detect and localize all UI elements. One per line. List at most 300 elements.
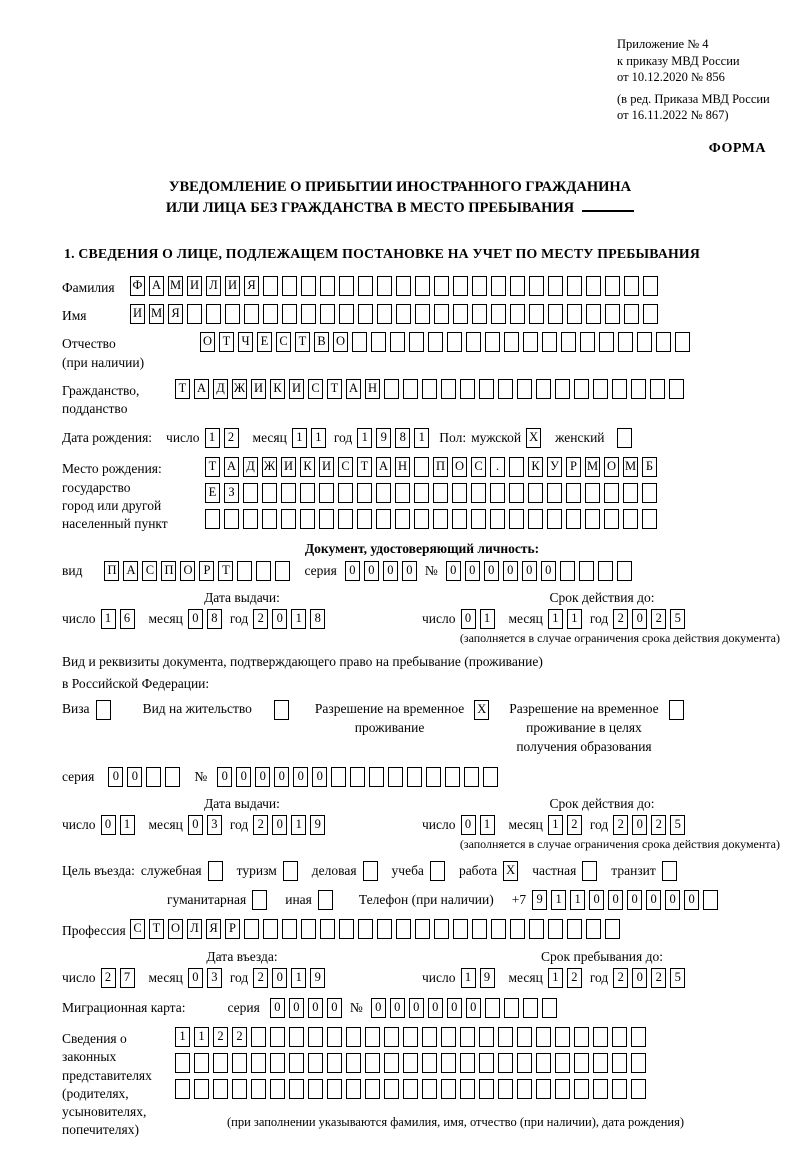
char-cell[interactable]	[433, 483, 448, 503]
char-cell[interactable]	[567, 304, 582, 324]
char-cell[interactable]	[289, 1027, 304, 1047]
char-cell[interactable]	[281, 509, 296, 529]
char-cell[interactable]	[517, 379, 532, 399]
char-cell[interactable]: 5	[670, 968, 685, 988]
char-cell[interactable]	[593, 379, 608, 399]
checkbox-cell[interactable]	[582, 861, 597, 881]
char-cell[interactable]	[414, 483, 429, 503]
char-cell[interactable]	[517, 1053, 532, 1073]
char-cell[interactable]: 8	[395, 428, 410, 448]
char-cell[interactable]	[460, 1027, 475, 1047]
char-cell[interactable]: 0	[188, 815, 203, 835]
char-cell[interactable]	[282, 276, 297, 296]
char-cell[interactable]	[618, 332, 633, 352]
char-cell[interactable]	[548, 276, 563, 296]
char-cell[interactable]: .	[490, 457, 505, 477]
char-cell[interactable]	[346, 1079, 361, 1099]
char-cell[interactable]	[509, 457, 524, 477]
checkbox-cell[interactable]	[208, 861, 223, 881]
char-cell[interactable]	[485, 332, 500, 352]
char-cell[interactable]	[509, 483, 524, 503]
char-cell[interactable]	[593, 1079, 608, 1099]
char-cell[interactable]: 2	[651, 609, 666, 629]
char-cell[interactable]	[472, 276, 487, 296]
char-cell[interactable]: 1	[570, 890, 585, 910]
char-cell[interactable]	[498, 1079, 513, 1099]
char-cell[interactable]	[407, 767, 422, 787]
char-cell[interactable]: Е	[205, 483, 220, 503]
char-cell[interactable]	[536, 379, 551, 399]
char-cell[interactable]	[376, 509, 391, 529]
char-cell[interactable]	[479, 379, 494, 399]
char-cell[interactable]	[574, 1079, 589, 1099]
char-cell[interactable]	[213, 1053, 228, 1073]
checkbox-cell[interactable]	[274, 700, 289, 720]
char-cell[interactable]	[574, 379, 589, 399]
char-cell[interactable]: 9	[532, 890, 547, 910]
char-cell[interactable]	[194, 1079, 209, 1099]
char-cell[interactable]	[471, 509, 486, 529]
checkbox-cell[interactable]: X	[503, 861, 518, 881]
char-cell[interactable]	[623, 483, 638, 503]
char-cell[interactable]	[585, 483, 600, 503]
char-cell[interactable]: 8	[207, 609, 222, 629]
char-cell[interactable]	[491, 276, 506, 296]
char-cell[interactable]: 0	[236, 767, 251, 787]
char-cell[interactable]	[232, 1053, 247, 1073]
char-cell[interactable]	[642, 483, 657, 503]
char-cell[interactable]: 0	[217, 767, 232, 787]
char-cell[interactable]	[327, 1053, 342, 1073]
char-cell[interactable]: 1	[205, 428, 220, 448]
char-cell[interactable]	[415, 276, 430, 296]
char-cell[interactable]: 2	[613, 609, 628, 629]
char-cell[interactable]: 2	[567, 815, 582, 835]
char-cell[interactable]: 0	[589, 890, 604, 910]
char-cell[interactable]	[441, 1053, 456, 1073]
char-cell[interactable]: М	[149, 304, 164, 324]
char-cell[interactable]: П	[104, 561, 119, 581]
char-cell[interactable]	[536, 1053, 551, 1073]
char-cell[interactable]	[631, 1079, 646, 1099]
char-cell[interactable]	[263, 304, 278, 324]
char-cell[interactable]	[523, 998, 538, 1018]
char-cell[interactable]: А	[224, 457, 239, 477]
char-cell[interactable]	[561, 332, 576, 352]
char-cell[interactable]: З	[224, 483, 239, 503]
char-cell[interactable]	[504, 332, 519, 352]
char-cell[interactable]: 0	[503, 561, 518, 581]
char-cell[interactable]: П	[433, 457, 448, 477]
char-cell[interactable]	[403, 1079, 418, 1099]
char-cell[interactable]: Р	[225, 919, 240, 939]
char-cell[interactable]	[566, 509, 581, 529]
char-cell[interactable]	[244, 304, 259, 324]
char-cell[interactable]	[224, 509, 239, 529]
char-cell[interactable]: 8	[310, 609, 325, 629]
char-cell[interactable]	[479, 1027, 494, 1047]
char-cell[interactable]	[365, 1027, 380, 1047]
char-cell[interactable]: А	[149, 276, 164, 296]
char-cell[interactable]	[605, 304, 620, 324]
char-cell[interactable]	[504, 998, 519, 1018]
char-cell[interactable]	[574, 1027, 589, 1047]
char-cell[interactable]	[175, 1079, 190, 1099]
char-cell[interactable]	[445, 767, 460, 787]
char-cell[interactable]: В	[314, 332, 329, 352]
char-cell[interactable]	[262, 483, 277, 503]
char-cell[interactable]: 2	[213, 1027, 228, 1047]
char-cell[interactable]: С	[276, 332, 291, 352]
char-cell[interactable]: 0	[345, 561, 360, 581]
char-cell[interactable]: Я	[244, 276, 259, 296]
char-cell[interactable]: 0	[289, 998, 304, 1018]
char-cell[interactable]	[282, 304, 297, 324]
char-cell[interactable]: 2	[253, 968, 268, 988]
char-cell[interactable]	[206, 304, 221, 324]
char-cell[interactable]: 0	[364, 561, 379, 581]
checkbox-cell[interactable]	[662, 861, 677, 881]
char-cell[interactable]: Ж	[232, 379, 247, 399]
char-cell[interactable]: 2	[567, 968, 582, 988]
char-cell[interactable]: М	[623, 457, 638, 477]
char-cell[interactable]: Т	[327, 379, 342, 399]
char-cell[interactable]	[491, 919, 506, 939]
char-cell[interactable]: 0	[188, 968, 203, 988]
char-cell[interactable]	[232, 1079, 247, 1099]
char-cell[interactable]: 0	[428, 998, 443, 1018]
char-cell[interactable]	[384, 1079, 399, 1099]
char-cell[interactable]	[447, 332, 462, 352]
char-cell[interactable]	[251, 1079, 266, 1099]
char-cell[interactable]	[579, 561, 594, 581]
char-cell[interactable]	[415, 304, 430, 324]
char-cell[interactable]	[256, 561, 271, 581]
char-cell[interactable]: С	[130, 919, 145, 939]
char-cell[interactable]	[509, 509, 524, 529]
char-cell[interactable]	[460, 379, 475, 399]
char-cell[interactable]: Н	[365, 379, 380, 399]
char-cell[interactable]	[542, 332, 557, 352]
char-cell[interactable]	[580, 332, 595, 352]
char-cell[interactable]: И	[225, 276, 240, 296]
char-cell[interactable]	[301, 919, 316, 939]
char-cell[interactable]	[612, 1079, 627, 1099]
char-cell[interactable]: 2	[253, 815, 268, 835]
char-cell[interactable]: 0	[383, 561, 398, 581]
char-cell[interactable]	[165, 767, 180, 787]
char-cell[interactable]	[566, 483, 581, 503]
char-cell[interactable]	[376, 483, 391, 503]
char-cell[interactable]	[146, 767, 161, 787]
char-cell[interactable]	[270, 1027, 285, 1047]
char-cell[interactable]	[414, 509, 429, 529]
char-cell[interactable]	[498, 1053, 513, 1073]
char-cell[interactable]: И	[289, 379, 304, 399]
char-cell[interactable]: 1	[480, 815, 495, 835]
char-cell[interactable]: 1	[291, 609, 306, 629]
char-cell[interactable]	[586, 919, 601, 939]
char-cell[interactable]	[339, 276, 354, 296]
char-cell[interactable]	[346, 1053, 361, 1073]
char-cell[interactable]: 1	[461, 968, 476, 988]
char-cell[interactable]: С	[471, 457, 486, 477]
char-cell[interactable]: 1	[548, 968, 563, 988]
char-cell[interactable]: Т	[149, 919, 164, 939]
char-cell[interactable]: 2	[253, 609, 268, 629]
char-cell[interactable]	[555, 1027, 570, 1047]
char-cell[interactable]	[275, 561, 290, 581]
char-cell[interactable]: Д	[243, 457, 258, 477]
char-cell[interactable]	[327, 1027, 342, 1047]
char-cell[interactable]	[338, 509, 353, 529]
char-cell[interactable]: 0	[293, 767, 308, 787]
char-cell[interactable]: М	[585, 457, 600, 477]
char-cell[interactable]: 0	[465, 561, 480, 581]
char-cell[interactable]	[441, 1027, 456, 1047]
char-cell[interactable]	[415, 919, 430, 939]
char-cell[interactable]	[369, 767, 384, 787]
char-cell[interactable]	[453, 304, 468, 324]
char-cell[interactable]	[403, 1053, 418, 1073]
char-cell[interactable]: 2	[224, 428, 239, 448]
char-cell[interactable]: 0	[447, 998, 462, 1018]
char-cell[interactable]: 2	[232, 1027, 247, 1047]
checkbox-cell[interactable]	[252, 890, 267, 910]
char-cell[interactable]: 0	[272, 968, 287, 988]
char-cell[interactable]	[637, 332, 652, 352]
char-cell[interactable]: И	[319, 457, 334, 477]
char-cell[interactable]	[422, 1053, 437, 1073]
char-cell[interactable]	[409, 332, 424, 352]
char-cell[interactable]: 0	[108, 767, 123, 787]
char-cell[interactable]: 1	[548, 609, 563, 629]
char-cell[interactable]: Ж	[262, 457, 277, 477]
char-cell[interactable]	[703, 890, 718, 910]
char-cell[interactable]: Т	[295, 332, 310, 352]
char-cell[interactable]: 0	[632, 609, 647, 629]
checkbox-cell[interactable]	[96, 700, 111, 720]
checkbox-cell[interactable]	[283, 861, 298, 881]
char-cell[interactable]	[213, 1079, 228, 1099]
char-cell[interactable]	[237, 561, 252, 581]
char-cell[interactable]	[453, 276, 468, 296]
checkbox-cell[interactable]	[363, 861, 378, 881]
char-cell[interactable]: 9	[480, 968, 495, 988]
char-cell[interactable]: И	[281, 457, 296, 477]
char-cell[interactable]	[338, 483, 353, 503]
char-cell[interactable]: О	[180, 561, 195, 581]
char-cell[interactable]	[593, 1027, 608, 1047]
char-cell[interactable]	[396, 276, 411, 296]
char-cell[interactable]: 1	[548, 815, 563, 835]
char-cell[interactable]	[194, 1053, 209, 1073]
char-cell[interactable]: Я	[168, 304, 183, 324]
char-cell[interactable]	[605, 276, 620, 296]
char-cell[interactable]: А	[123, 561, 138, 581]
char-cell[interactable]	[567, 276, 582, 296]
char-cell[interactable]	[460, 1079, 475, 1099]
char-cell[interactable]	[441, 1079, 456, 1099]
char-cell[interactable]	[472, 304, 487, 324]
char-cell[interactable]	[510, 919, 525, 939]
char-cell[interactable]: Ч	[238, 332, 253, 352]
char-cell[interactable]	[555, 1079, 570, 1099]
char-cell[interactable]	[282, 919, 297, 939]
char-cell[interactable]	[300, 509, 315, 529]
char-cell[interactable]	[395, 483, 410, 503]
char-cell[interactable]: К	[528, 457, 543, 477]
char-cell[interactable]: 9	[376, 428, 391, 448]
char-cell[interactable]	[308, 1027, 323, 1047]
char-cell[interactable]: К	[300, 457, 315, 477]
char-cell[interactable]	[528, 483, 543, 503]
char-cell[interactable]: 1	[120, 815, 135, 835]
char-cell[interactable]	[612, 379, 627, 399]
char-cell[interactable]	[471, 483, 486, 503]
char-cell[interactable]: 0	[272, 815, 287, 835]
char-cell[interactable]	[555, 379, 570, 399]
char-cell[interactable]	[308, 1053, 323, 1073]
char-cell[interactable]: Т	[219, 332, 234, 352]
char-cell[interactable]	[643, 276, 658, 296]
char-cell[interactable]	[327, 1079, 342, 1099]
char-cell[interactable]: 5	[670, 815, 685, 835]
char-cell[interactable]	[434, 919, 449, 939]
char-cell[interactable]	[300, 483, 315, 503]
char-cell[interactable]: О	[200, 332, 215, 352]
char-cell[interactable]	[598, 561, 613, 581]
char-cell[interactable]	[422, 1079, 437, 1099]
char-cell[interactable]: 1	[480, 609, 495, 629]
char-cell[interactable]	[560, 561, 575, 581]
char-cell[interactable]	[357, 483, 372, 503]
checkbox-cell[interactable]: X	[474, 700, 489, 720]
char-cell[interactable]	[270, 1053, 285, 1073]
char-cell[interactable]	[536, 1027, 551, 1047]
char-cell[interactable]: Л	[206, 276, 221, 296]
checkbox-cell[interactable]	[617, 428, 632, 448]
char-cell[interactable]: 0	[127, 767, 142, 787]
char-cell[interactable]	[523, 332, 538, 352]
char-cell[interactable]: 0	[484, 561, 499, 581]
char-cell[interactable]	[396, 919, 411, 939]
char-cell[interactable]: 0	[371, 998, 386, 1018]
char-cell[interactable]	[422, 379, 437, 399]
char-cell[interactable]: 0	[665, 890, 680, 910]
char-cell[interactable]	[453, 919, 468, 939]
char-cell[interactable]	[498, 379, 513, 399]
char-cell[interactable]	[358, 919, 373, 939]
char-cell[interactable]: 0	[101, 815, 116, 835]
char-cell[interactable]: 0	[522, 561, 537, 581]
char-cell[interactable]	[642, 509, 657, 529]
char-cell[interactable]: 0	[327, 998, 342, 1018]
char-cell[interactable]: О	[168, 919, 183, 939]
char-cell[interactable]: 1	[194, 1027, 209, 1047]
char-cell[interactable]	[320, 276, 335, 296]
char-cell[interactable]: У	[547, 457, 562, 477]
char-cell[interactable]	[301, 276, 316, 296]
checkbox-cell[interactable]: X	[526, 428, 541, 448]
char-cell[interactable]	[491, 304, 506, 324]
char-cell[interactable]: 2	[651, 815, 666, 835]
char-cell[interactable]: 1	[311, 428, 326, 448]
char-cell[interactable]	[529, 919, 544, 939]
char-cell[interactable]	[339, 919, 354, 939]
char-cell[interactable]: 0	[446, 561, 461, 581]
char-cell[interactable]: 1	[414, 428, 429, 448]
char-cell[interactable]: 0	[272, 609, 287, 629]
char-cell[interactable]: О	[604, 457, 619, 477]
char-cell[interactable]: Д	[213, 379, 228, 399]
char-cell[interactable]	[346, 1027, 361, 1047]
char-cell[interactable]	[357, 509, 372, 529]
char-cell[interactable]: 1	[567, 609, 582, 629]
char-cell[interactable]: 0	[270, 998, 285, 1018]
char-cell[interactable]: 9	[310, 815, 325, 835]
char-cell[interactable]	[485, 998, 500, 1018]
char-cell[interactable]	[542, 998, 557, 1018]
char-cell[interactable]	[623, 509, 638, 529]
char-cell[interactable]	[289, 1053, 304, 1073]
char-cell[interactable]	[631, 379, 646, 399]
char-cell[interactable]: Я	[206, 919, 221, 939]
char-cell[interactable]	[422, 1027, 437, 1047]
char-cell[interactable]	[270, 1079, 285, 1099]
char-cell[interactable]: 3	[207, 815, 222, 835]
char-cell[interactable]: Т	[357, 457, 372, 477]
char-cell[interactable]	[529, 304, 544, 324]
char-cell[interactable]: Л	[187, 919, 202, 939]
char-cell[interactable]	[464, 767, 479, 787]
char-cell[interactable]	[331, 767, 346, 787]
char-cell[interactable]	[414, 457, 429, 477]
char-cell[interactable]	[669, 379, 684, 399]
char-cell[interactable]	[263, 276, 278, 296]
char-cell[interactable]	[371, 332, 386, 352]
char-cell[interactable]: 2	[613, 968, 628, 988]
char-cell[interactable]: Т	[205, 457, 220, 477]
char-cell[interactable]	[574, 1053, 589, 1073]
char-cell[interactable]	[517, 1079, 532, 1099]
char-cell[interactable]	[319, 509, 334, 529]
char-cell[interactable]	[388, 767, 403, 787]
char-cell[interactable]: 0	[308, 998, 323, 1018]
char-cell[interactable]	[426, 767, 441, 787]
char-cell[interactable]	[301, 304, 316, 324]
char-cell[interactable]: 0	[632, 815, 647, 835]
char-cell[interactable]	[396, 304, 411, 324]
char-cell[interactable]: 0	[312, 767, 327, 787]
char-cell[interactable]	[548, 919, 563, 939]
char-cell[interactable]	[656, 332, 671, 352]
char-cell[interactable]	[536, 1079, 551, 1099]
char-cell[interactable]	[365, 1079, 380, 1099]
char-cell[interactable]: 0	[188, 609, 203, 629]
char-cell[interactable]: 1	[292, 428, 307, 448]
char-cell[interactable]: 6	[120, 609, 135, 629]
char-cell[interactable]	[604, 509, 619, 529]
char-cell[interactable]	[612, 1053, 627, 1073]
char-cell[interactable]	[441, 379, 456, 399]
char-cell[interactable]	[617, 561, 632, 581]
char-cell[interactable]	[612, 1027, 627, 1047]
char-cell[interactable]	[365, 1053, 380, 1073]
char-cell[interactable]	[358, 276, 373, 296]
char-cell[interactable]	[262, 509, 277, 529]
char-cell[interactable]: 9	[310, 968, 325, 988]
